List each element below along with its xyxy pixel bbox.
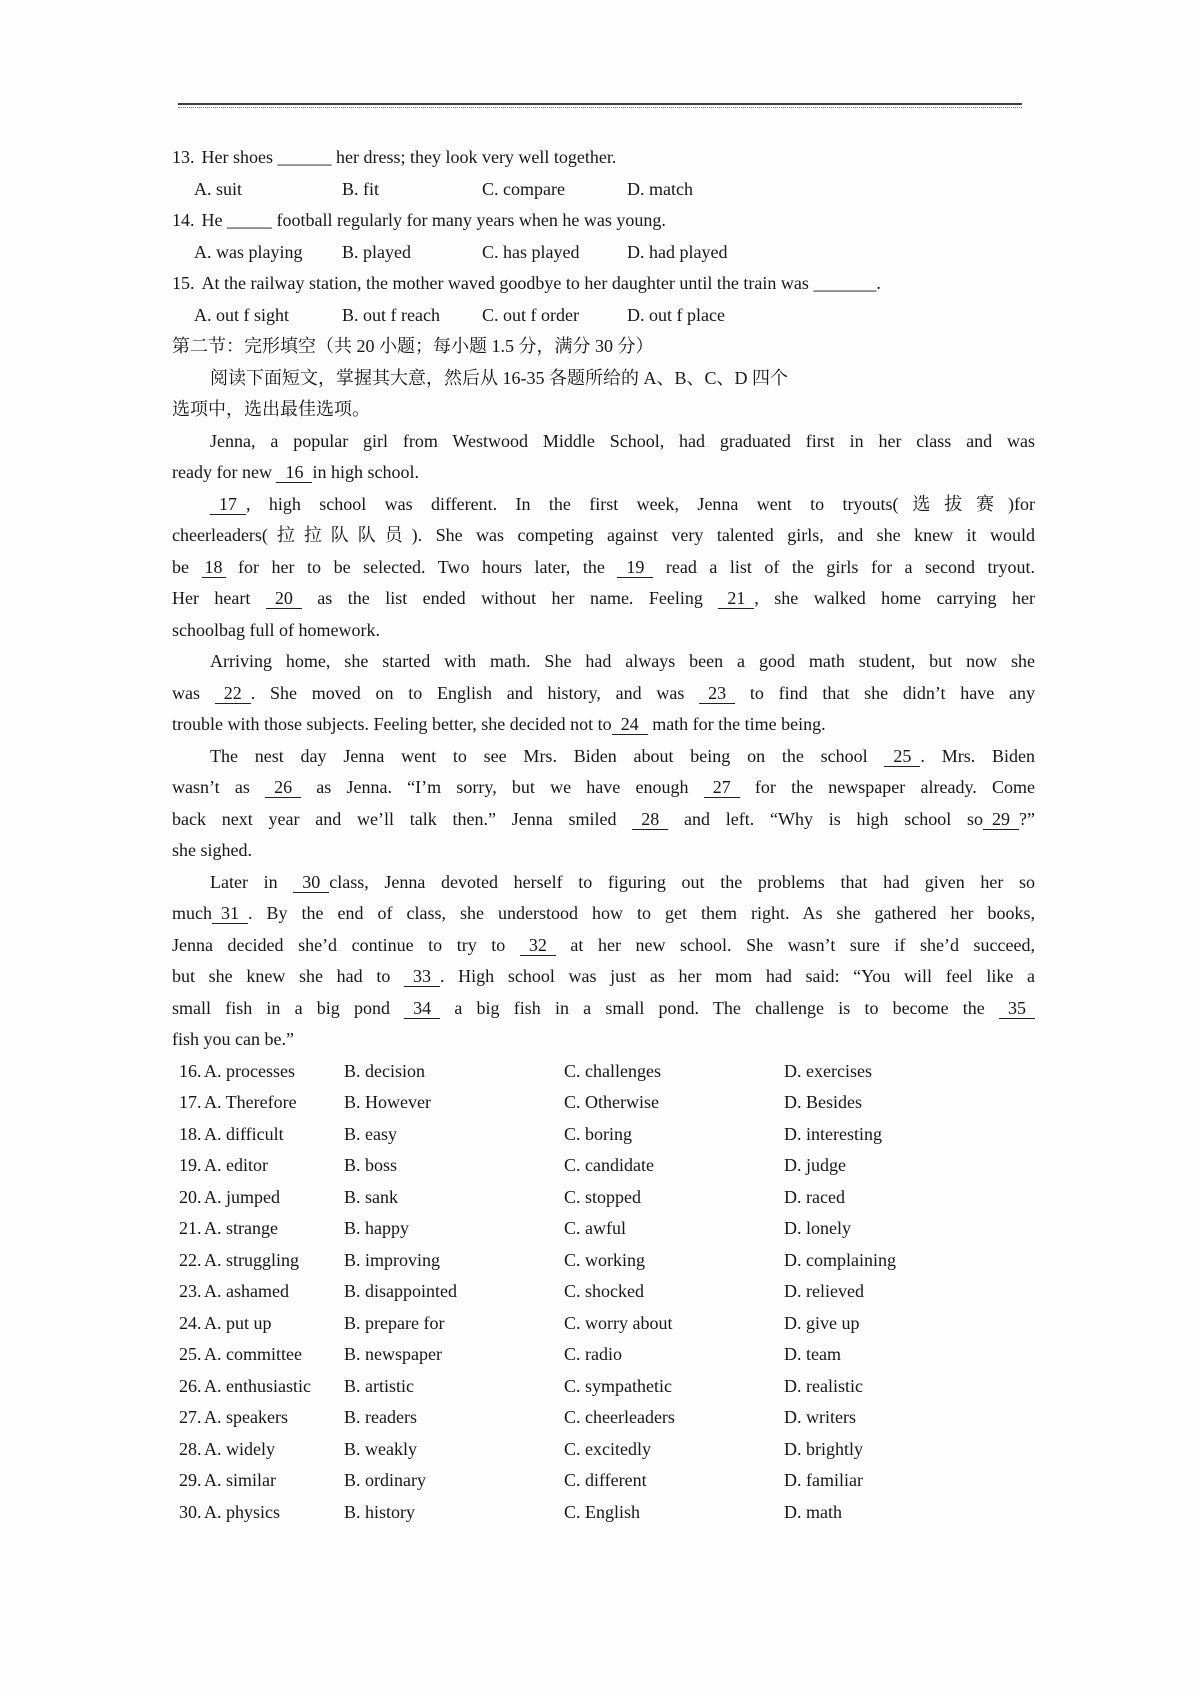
passage-text: and left. “Why is high school so (668, 808, 984, 829)
option-b: B. boss (344, 1155, 398, 1175)
cloze-blank: 29 (983, 809, 1019, 830)
passage-text: ?” (1019, 808, 1035, 829)
cloze-number: 20. (179, 1186, 202, 1207)
passage-line (172, 426, 1035, 458)
cloze-number: 26. (179, 1375, 202, 1396)
option-c: C. working (564, 1249, 645, 1270)
cloze-blank: 19 (617, 557, 653, 578)
passage-text: cheerleaders(拉拉队队员). She was competing against very talented girls, and she knew it would (172, 525, 1035, 545)
option-c: C. excitedly (564, 1438, 651, 1459)
option-a: A. put up (204, 1312, 272, 1333)
option-d: D. brightly (784, 1438, 863, 1459)
option-b: B. weakly (344, 1438, 417, 1459)
passage-text: Her heart (172, 588, 266, 608)
cloze-option-row (172, 1434, 1035, 1466)
option-d: D. familiar (784, 1470, 863, 1490)
option-b: B. disappointed (344, 1281, 457, 1301)
option-d: D. had played (627, 241, 728, 262)
cloze-option-row (172, 1339, 1035, 1371)
cloze-blank: 26 (265, 777, 301, 798)
cloze-blank: 22 (215, 683, 251, 704)
cloze-passage-block (172, 426, 1035, 1056)
option-a: A. speakers (204, 1407, 288, 1427)
option-b: B. newspaper (344, 1344, 442, 1364)
option-c: C. shocked (564, 1281, 644, 1301)
cloze-number: 21. (179, 1218, 202, 1238)
option-d: D. writers (784, 1407, 856, 1427)
cloze-option-row (172, 1182, 1035, 1214)
option-a: A. ashamed (204, 1281, 289, 1301)
header-rule (178, 103, 1022, 108)
cloze-blank: 28 (632, 809, 668, 830)
option-b: B. played (342, 241, 411, 262)
passage-text: Later in (210, 871, 294, 892)
passage-text: wasn’t as (172, 777, 266, 797)
question-stem (172, 268, 1035, 300)
passage-text: for her to be selected. Two hours later, the (225, 556, 618, 577)
passage-line (172, 489, 1035, 521)
passage-line (172, 709, 1035, 741)
passage-text: she sighed. (172, 840, 252, 860)
passage-text: small fish in a big pond (172, 997, 405, 1018)
option-d: D. raced (784, 1186, 845, 1207)
option-d: D. Besides (784, 1092, 862, 1112)
option-d: D. team (784, 1344, 841, 1364)
question-number: 15. (172, 273, 195, 293)
option-d: D. complaining (784, 1249, 896, 1270)
question-stem (172, 205, 1035, 237)
passage-text: math for the time being. (647, 714, 826, 734)
option-b: B. However (344, 1092, 431, 1112)
passage-line (172, 678, 1035, 710)
option-c: C. out f order (482, 304, 579, 325)
passage-text: class, Jenna devoted herself to figuring out the problems that had given her so (329, 871, 1035, 892)
cloze-number: 23. (179, 1281, 202, 1301)
option-b: B. ordinary (344, 1470, 426, 1490)
option-d: D. out f place (627, 304, 725, 325)
passage-line (172, 741, 1035, 773)
passage-text: . High school was just as her mom had said: “You will feel like a (440, 966, 1035, 986)
option-d: D. interesting (784, 1123, 882, 1144)
cloze-option-row (172, 1245, 1035, 1277)
instruction-line: 选项中，选出最佳选项。 (172, 399, 370, 419)
passage-text: Arriving home, she started with math. She had always been a good math student, but now she (210, 651, 1035, 671)
cloze-number: 22. (179, 1249, 202, 1270)
passage-text: read a list of the girls for a second tryout. (653, 556, 1035, 577)
cloze-blank: 16 (276, 462, 312, 483)
cloze-blank: 25 (884, 746, 920, 767)
passage-line (172, 804, 1035, 836)
passage-text: to find that she didn’t have any (735, 682, 1035, 703)
passage-text: for the newspaper already. Come (739, 777, 1035, 797)
passage-text: , high school was different. In the first week, Jenna went to tryouts(选拔赛)for (246, 493, 1035, 514)
option-a: A. Therefore (204, 1092, 297, 1112)
option-a: A. suit (194, 178, 243, 199)
cloze-option-row (172, 1276, 1035, 1308)
cloze-option-row (172, 1150, 1035, 1182)
option-c: C. different (564, 1470, 647, 1490)
passage-text: . She moved on to English and history, and was (250, 682, 700, 703)
option-a: A. strange (204, 1218, 278, 1238)
cloze-number: 17. (179, 1092, 202, 1112)
passage-line (172, 552, 1035, 584)
option-c: C. boring (564, 1123, 633, 1144)
option-d: D. give up (784, 1312, 860, 1333)
passage-text: but she knew she had to (172, 966, 404, 986)
cloze-option-row (172, 1213, 1035, 1245)
passage-line (172, 583, 1035, 615)
cloze-option-row (172, 1119, 1035, 1151)
option-c: C. English (564, 1501, 641, 1522)
passage-text: Jenna decided she’d continue to try to (172, 934, 520, 955)
option-b: B. out f reach (342, 304, 440, 325)
option-b: B. improving (344, 1249, 441, 1270)
cloze-blank: 32 (520, 935, 556, 956)
instruction-line: 阅读下面短文，掌握其大意，然后从 16-35 各题所给的 A、B、C、D 四个 (210, 367, 789, 388)
option-b: B. sank (344, 1186, 398, 1207)
cloze-number: 19. (179, 1155, 202, 1175)
passage-text: as Jenna. “I’m sorry, but we have enough (301, 777, 704, 797)
cloze-option-row (172, 1497, 1035, 1529)
cloze-option-row (172, 1056, 1035, 1088)
cloze-blank: 20 (266, 588, 302, 609)
passage-text: back next year and we’ll talk then.” Jenna smiled (172, 808, 633, 829)
cloze-option-row (172, 1402, 1035, 1434)
option-a: A. widely (204, 1438, 275, 1459)
cloze-blank: 35 (999, 998, 1035, 1019)
cloze-option-row (172, 1371, 1035, 1403)
option-a: A. struggling (204, 1249, 300, 1270)
passage-text: ready for new (172, 462, 277, 482)
cloze-blank: 30 (293, 872, 329, 893)
passage-text: fish you can be.” (172, 1029, 294, 1049)
option-d: D. math (784, 1501, 842, 1522)
passage-text: in high school. (312, 462, 419, 482)
option-a: A. editor (204, 1155, 268, 1175)
passage-text: at her new school. She wasn’t sure if she’d succeed, (555, 934, 1035, 955)
passage-line (172, 646, 1035, 678)
passage-line (172, 993, 1035, 1025)
passage-line (172, 1024, 1035, 1056)
cloze-number: 18. (179, 1123, 202, 1144)
passage-text: a big fish in a small pond. The challenge is to become the (440, 997, 999, 1018)
cloze-option-row (172, 1308, 1035, 1340)
passage-line (172, 867, 1035, 899)
passage-text: . By the end of class, she understood how to get them right. As she gathered her books, (248, 903, 1035, 923)
question-options-row (172, 237, 1035, 269)
cloze-blank: 24 (612, 714, 648, 735)
option-c: C. stopped (564, 1186, 642, 1207)
option-d: D. relieved (784, 1281, 864, 1301)
cloze-blank: 34 (404, 998, 440, 1019)
option-d: D. realistic (784, 1375, 863, 1396)
passage-text: Jenna, a popular girl from Westwood Middle School, had graduated first in her class and was (210, 430, 1035, 451)
option-b: B. easy (344, 1123, 397, 1144)
passage-line (172, 520, 1035, 552)
cloze-number: 25. (179, 1344, 202, 1364)
passage-line (172, 898, 1035, 930)
question-text: He _____ football regularly for many years when he was young. (201, 210, 666, 230)
passage-text: trouble with those subjects. Feeling better, she decided not to (172, 714, 612, 734)
option-a: A. jumped (204, 1186, 280, 1207)
option-d: D. match (627, 178, 693, 199)
passage-line (172, 961, 1035, 993)
option-a: A. was playing (194, 241, 303, 262)
cloze-number: 24. (179, 1312, 202, 1333)
option-c: C. challenges (564, 1060, 661, 1081)
question-stem (172, 142, 1035, 174)
option-a: A. processes (204, 1060, 295, 1081)
option-b: B. history (344, 1501, 416, 1522)
cloze-number: 29. (179, 1470, 202, 1490)
cloze-number: 16. (179, 1060, 202, 1081)
option-c: C. Otherwise (564, 1092, 659, 1112)
passage-text: The nest day Jenna went to see Mrs. Biden about being on the school (210, 745, 885, 766)
option-c: C. compare (482, 178, 565, 199)
cloze-blank: 17 (210, 494, 246, 515)
option-b: B. happy (344, 1218, 409, 1238)
option-d: D. lonely (784, 1218, 851, 1238)
passage-text: as the list ended without her name. Feeling (301, 588, 719, 608)
cloze-blank: 31 (212, 903, 248, 924)
option-a: A. out f sight (194, 304, 290, 325)
passage-text: much (172, 903, 212, 923)
cloze-options-block (172, 1056, 1035, 1529)
option-b: B. decision (344, 1060, 425, 1081)
option-c: C. radio (564, 1344, 622, 1364)
option-a: A. physics (204, 1501, 280, 1522)
option-a: A. difficult (204, 1123, 284, 1144)
question-number: 14. (172, 210, 195, 230)
option-c: C. candidate (564, 1155, 654, 1175)
option-a: A. similar (204, 1470, 276, 1490)
cloze-number: 30. (179, 1501, 202, 1522)
cloze-number: 28. (179, 1438, 202, 1459)
question-options-row (172, 300, 1035, 332)
option-d: D. judge (784, 1155, 846, 1175)
passage-line (172, 457, 1035, 489)
question-number: 13. (172, 147, 195, 167)
grammar-questions-block (172, 142, 1035, 331)
passage-text: , she walked home carrying her (754, 588, 1035, 608)
cloze-option-row (172, 1087, 1035, 1119)
cloze-option-row (172, 1465, 1035, 1497)
passage-text: be (172, 556, 202, 577)
option-a: A. enthusiastic (204, 1375, 311, 1396)
option-c: C. has played (482, 241, 580, 262)
passage-line (172, 772, 1035, 804)
option-a: A. committee (204, 1344, 302, 1364)
option-c: C. sympathetic (564, 1375, 672, 1396)
option-b: B. prepare for (344, 1312, 445, 1333)
option-c: C. cheerleaders (564, 1407, 675, 1427)
cloze-blank: 21 (718, 588, 754, 609)
option-c: C. worry about (564, 1312, 673, 1333)
passage-line (172, 615, 1035, 647)
passage-text: schoolbag full of homework. (172, 619, 380, 640)
passage-line (172, 930, 1035, 962)
cloze-number: 27. (179, 1407, 202, 1427)
cloze-blank: 27 (704, 777, 740, 798)
cloze-blank: 33 (404, 966, 440, 987)
option-b: B. readers (344, 1407, 417, 1427)
question-text: Her shoes ______ her dress; they look very well together. (201, 147, 617, 167)
option-d: D. exercises (784, 1060, 872, 1081)
option-b: B. fit (342, 178, 380, 199)
passage-text: . Mrs. Biden (920, 745, 1035, 766)
passage-line (172, 835, 1035, 867)
section-header: 第二节：完形填空（共 20 小题；每小题 1.5 分，满分 30 分） (172, 336, 654, 356)
question-text: At the railway station, the mother waved goodbye to her daughter until the train was _______. (201, 273, 881, 293)
option-b: B. artistic (344, 1375, 414, 1396)
option-c: C. awful (564, 1218, 626, 1238)
exam-content (172, 142, 1035, 1528)
passage-text: was (172, 682, 215, 703)
cloze-blank: 23 (699, 683, 735, 704)
cloze-blank: 18 (202, 557, 226, 578)
question-options-row (172, 174, 1035, 206)
